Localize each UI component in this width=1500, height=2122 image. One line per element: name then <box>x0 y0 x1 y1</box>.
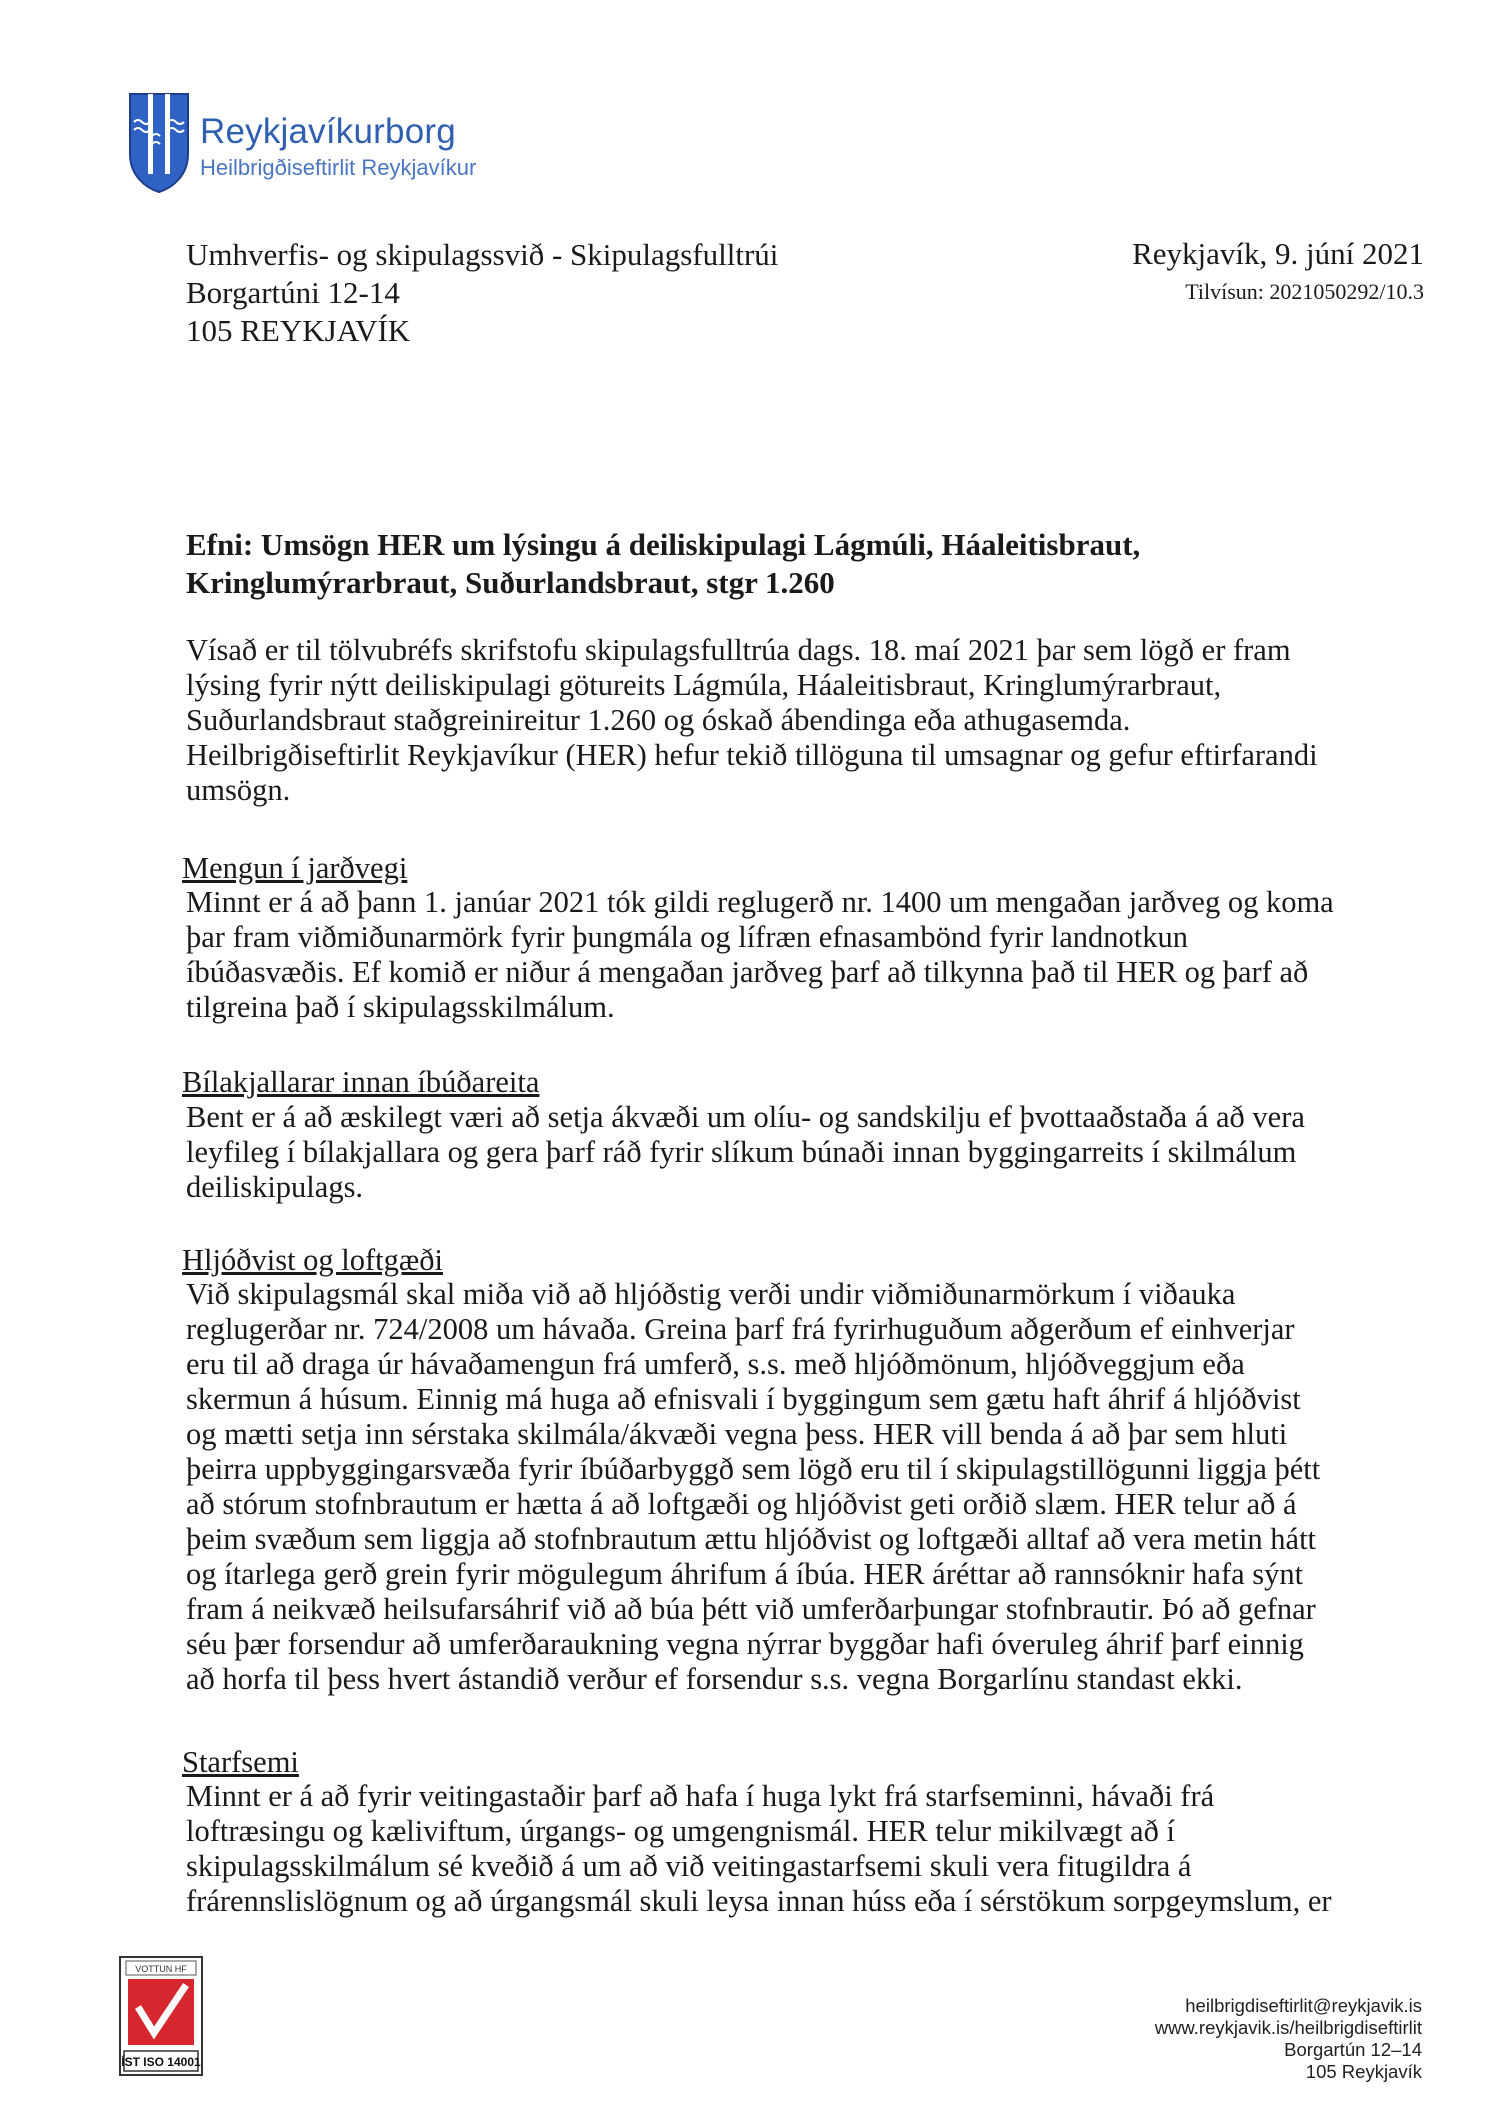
text-line: þeirra uppbyggingarsvæða fyrir íbúðarbyggð sem lögð eru til í skipulagstillögunni liggja þétt <box>186 1452 1321 1486</box>
section-paragraph-noise-air-quality <box>186 1277 1356 1697</box>
text-line: Minnt er á að þann 1. janúar 2021 tók gildi reglugerð nr. 1400 um mengaðan jarðveg og koma <box>186 885 1334 919</box>
section-paragraph-parking-garages <box>186 1100 1356 1205</box>
text-line: og ítarlega gerð grein fyrir mögulegum áhrifum á íbúa. HER áréttar að rannsóknir hafa sýnt <box>186 1557 1304 1591</box>
footer-city: 105 Reykjavík <box>1305 2061 1422 2082</box>
text-line: frárennslislögnum og að úrgangsmál skuli leysa innan húss eða í sérstökum sorpgeymslum, er <box>186 1884 1332 1918</box>
text-line: íbúðasvæðis. Ef komið er niður á mengaðan jarðveg þarf að tilkynna það til HER og þarf að <box>186 955 1309 989</box>
intro-paragraph <box>186 633 1356 808</box>
text-line: og mætti setja inn sérstaka skilmála/ákvæði vegna þess. HER vill benda á að þar sem hluti <box>186 1417 1288 1451</box>
badge-bottom-text: ÍST ISO 14001 <box>121 2055 201 2069</box>
recipient-line: 105 REYKJAVÍK <box>186 313 411 348</box>
organization-name: Reykjavíkurborg <box>200 112 456 151</box>
text-line: Suðurlandsbraut staðgreinireitur 1.260 og óskað ábendinga eða athugasemda. <box>186 703 1131 737</box>
footer-email-link[interactable]: heilbrigdiseftirlit@reykjavik.is <box>1185 1995 1422 2016</box>
footer-street: Borgartún 12–14 <box>1284 2039 1422 2060</box>
section-heading-operations: Starfsemi <box>182 1745 299 1779</box>
reykjavik-coat-of-arms-logo <box>128 92 190 194</box>
section-paragraph-soil-pollution <box>186 885 1356 1025</box>
reference-number: Tilvísun: 2021050292/10.3 <box>1185 279 1424 304</box>
section-heading-parking-garages: Bílakjallarar innan íbúðareita <box>182 1065 540 1099</box>
letter-subject <box>186 526 1386 602</box>
text-line: tilgreina það í skipulagsskilmálum. <box>186 990 615 1024</box>
section-paragraph-operations <box>186 1779 1356 1919</box>
recipient-address <box>186 236 778 350</box>
text-line: Við skipulagsmál skal miða við að hljóðstig verði undir viðmiðunarmörkum í viðauka <box>186 1277 1236 1311</box>
text-line: leyfileg í bílakjallara og gera þarf ráð fyrir slíkum búnaði innan byggingarreits í skilmálum <box>186 1135 1297 1169</box>
text-line: eru til að draga úr hávaðamengun frá umferð, s.s. með hljóðmönum, hljóðveggjum eða <box>186 1347 1245 1381</box>
text-line: lýsing fyrir nýtt deiliskipulagi götureits Lágmúla, Háaleitisbraut, Kringlumýrarbraut, <box>186 668 1222 702</box>
iso-14001-certification-badge <box>118 1955 204 2077</box>
recipient-line: Borgartúni 12-14 <box>186 275 400 310</box>
text-line: séu þær forsendur að umferðaraukning vegna nýrrar byggðar hafi óveruleg áhrif þarf einnig <box>186 1627 1304 1661</box>
section-heading-soil-pollution: Mengun í jarðvegi <box>182 851 408 885</box>
text-line: að horfa til þess hvert ástandið verður ef forsendur s.s. vegna Borgarlínu standast ekki. <box>186 1662 1243 1696</box>
text-line: umsögn. <box>186 773 291 807</box>
text-line: Vísað er til tölvubréfs skrifstofu skipulagsfulltrúa dags. 18. maí 2021 þar sem lögð er fram <box>186 633 1291 667</box>
text-line: þar fram viðmiðunarmörk fyrir þungmála og lífræn efnasambönd fyrir landnotkun <box>186 920 1189 954</box>
text-line: Minnt er á að fyrir veitingastaðir þarf að hafa í huga lykt frá starfseminni, hávaði frá <box>186 1779 1215 1813</box>
badge-top-text: VOTTUN HF <box>135 1964 187 1974</box>
text-line: reglugerðar nr. 724/2008 um hávaða. Greina þarf frá fyrirhuguðum aðgerðum ef einhverjar <box>186 1312 1295 1346</box>
text-line: Heilbrigðiseftirlit Reykjavíkur (HER) hefur tekið tillöguna til umsagnar og gefur eftirfarandi <box>186 738 1318 772</box>
recipient-line: Umhverfis- og skipulagssvið - Skipulagsfulltrúi <box>186 237 779 272</box>
organization-department: Heilbrigðiseftirlit Reykjavíkur <box>200 155 477 180</box>
subject-line: Kringlumýrarbraut, Suðurlandsbraut, stgr 1.260 <box>186 565 835 600</box>
text-line: þeim svæðum sem liggja að stofnbrautum ættu hljóðvist og loftgæði alltaf að vera metin hátt <box>186 1522 1317 1556</box>
letter-date: Reykjavík, 9. júní 2021 <box>1132 236 1424 271</box>
text-line: skipulagsskilmálum sé kveðið á um að við veitingastarfsemi skuli vera fitugildra á <box>186 1849 1192 1883</box>
text-line: Bent er á að æskilegt væri að setja ákvæði um olíu- og sandskilju ef þvottaaðstaða á að vera <box>186 1100 1305 1134</box>
text-line: að stórum stofnbrautum er hætta á að loftgæði og hljóðvist geti orðið slæm. HER telur að á <box>186 1487 1297 1521</box>
text-line: loftræsingu og kæliviftum, úrgangs- og umgengnismál. HER telur mikilvægt að í <box>186 1814 1175 1848</box>
footer-contact <box>1155 1995 1422 2083</box>
text-line: fram á neikvæð heilsufarsáhrif við að búa þétt við umferðarþungar stofnbrautir. Þó að gefnar <box>186 1592 1316 1626</box>
footer-website-link[interactable]: www.reykjavik.is/heilbrigdiseftirlit <box>1154 2017 1422 2038</box>
text-line: skermun á húsum. Einnig má huga að efnisvali í byggingum sem gætu haft áhrif á hljóðvist <box>186 1382 1301 1416</box>
text-line: deiliskipulags. <box>186 1170 364 1204</box>
section-heading-noise-air-quality: Hljóðvist og loftgæði <box>182 1243 443 1277</box>
subject-line: Efni: Umsögn HER um lýsingu á deiliskipulagi Lágmúli, Háaleitisbraut, <box>186 527 1141 562</box>
